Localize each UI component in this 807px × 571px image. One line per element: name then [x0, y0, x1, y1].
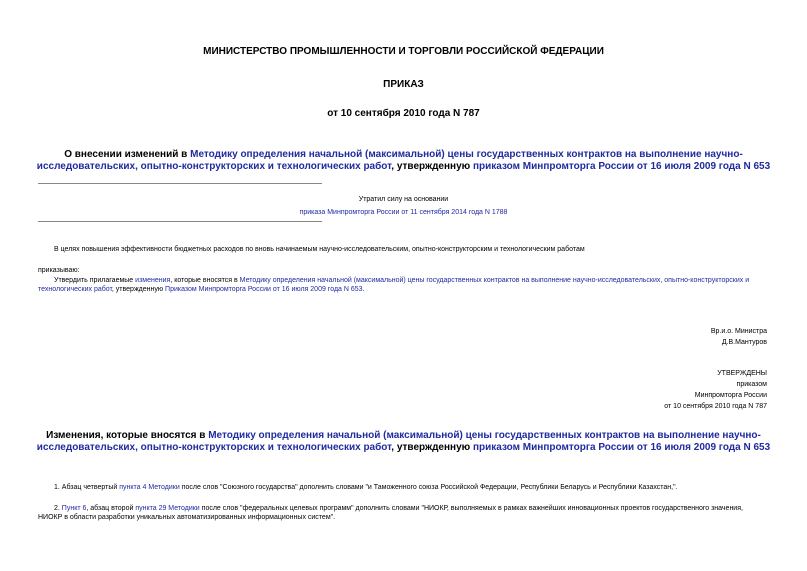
divider-bottom	[38, 221, 322, 222]
order-1788-link[interactable]: приказа Минпромторга России от 11 сентября 2014 года N 1788	[299, 209, 508, 216]
approved-line-4: от 10 сентября 2010 года N 787	[664, 403, 767, 410]
doc-type-heading: ПРИКАЗ	[383, 79, 424, 90]
status-note: Утратил силу на основании	[358, 196, 449, 203]
approved-line-3: Минпромторга России	[694, 392, 767, 399]
signature-role: Вр.и.о. Министра	[710, 328, 767, 335]
ministry-heading: МИНИСТЕРСТВО ПРОМЫШЛЕННОСТИ И ТОРГОВЛИ РОССИЙСКОЙ ФЕДЕРАЦИИ	[203, 46, 604, 57]
p2-text-a: Утвердить прилагаемые	[54, 277, 136, 284]
p2-text-d: .	[362, 286, 365, 293]
approved-line-1: УТВЕРЖДЕНЫ	[717, 370, 767, 377]
changes-middle: , утвержденную	[391, 442, 473, 453]
item-2-link-1[interactable]: Пункт 6	[61, 505, 87, 512]
i1-text-b: после слов "Союзного государства" дополнить словами "и Таможенного союза Российской Федерации, Республики Беларусь и Республики Казахстан,".	[179, 484, 678, 491]
signature-name: Д.В.Мантуров	[721, 339, 767, 346]
order-653-link[interactable]: приказом Минпромторга России от 16 июля 2009 года N 653	[472, 161, 771, 172]
order-word: приказываю:	[38, 267, 80, 274]
changes-title	[34, 430, 773, 454]
status-link-wrap	[230, 208, 577, 217]
order-date: от 10 сентября 2010 года N 787	[327, 108, 480, 119]
changes-prefix: Изменения, которые вносятся в	[46, 430, 209, 441]
divider-top	[38, 183, 322, 184]
title-middle: , утвержденную	[391, 161, 473, 172]
item-1-link[interactable]: пункта 4 Методики	[119, 484, 180, 491]
p2-text-b: , которые вносятся в	[170, 277, 240, 284]
i2-text-a: 2.	[54, 505, 62, 512]
item-2-link-2[interactable]: пункта 29 Методики	[135, 505, 200, 512]
methodology-link[interactable]: Методику определения начальной (максимальной) цены государственных контрактов на выполнение научно-исследовательских, опытно-конструкторских и технологических работ	[36, 149, 743, 172]
p2-text-c: , утвержденную	[111, 286, 166, 293]
order-paragraph	[38, 276, 768, 294]
methodology-body-link[interactable]: Методику определения начальной (максимальной) цены государственных контрактов на выполнение научно-исследовательских, опытно-конструкторских и технологических работ	[38, 277, 750, 293]
approved-line-2: приказом	[736, 381, 767, 388]
changes-link[interactable]: изменения	[135, 277, 171, 284]
i2-text-c: после слов "федеральных целевых программ" дополнить словами "НИОКР, выполняемых в рамках важнейших инновационных проектов государственного значения, НИОКР в области разработки уникальных автоматизированных информационных систем".	[38, 505, 743, 521]
item-2	[38, 504, 768, 522]
i2-text-b: , абзац второй	[86, 505, 136, 512]
preamble-paragraph: В целях повышения эффективности бюджетных расходов по вновь начинаемым научно-исследовательским, опытно-конструкторским и технологическим работам	[54, 246, 585, 253]
title-prefix: О внесении изменений в	[64, 149, 191, 160]
order-653-body-link[interactable]: Приказом Минпромторга России от 16 июля 2009 года N 653	[165, 286, 363, 293]
i1-text-a: 1. Абзац четвертый	[54, 484, 120, 491]
item-1	[38, 483, 768, 492]
changes-methodology-link[interactable]: Методику определения начальной (максимальной) цены государственных контрактов на выполнение научно-исследовательских, опытно-конструкторских и технологических работ	[36, 430, 761, 453]
changes-order-653-link[interactable]: приказом Минпромторга России от 16 июля 2009 года N 653	[472, 442, 771, 453]
document-title	[34, 149, 773, 173]
